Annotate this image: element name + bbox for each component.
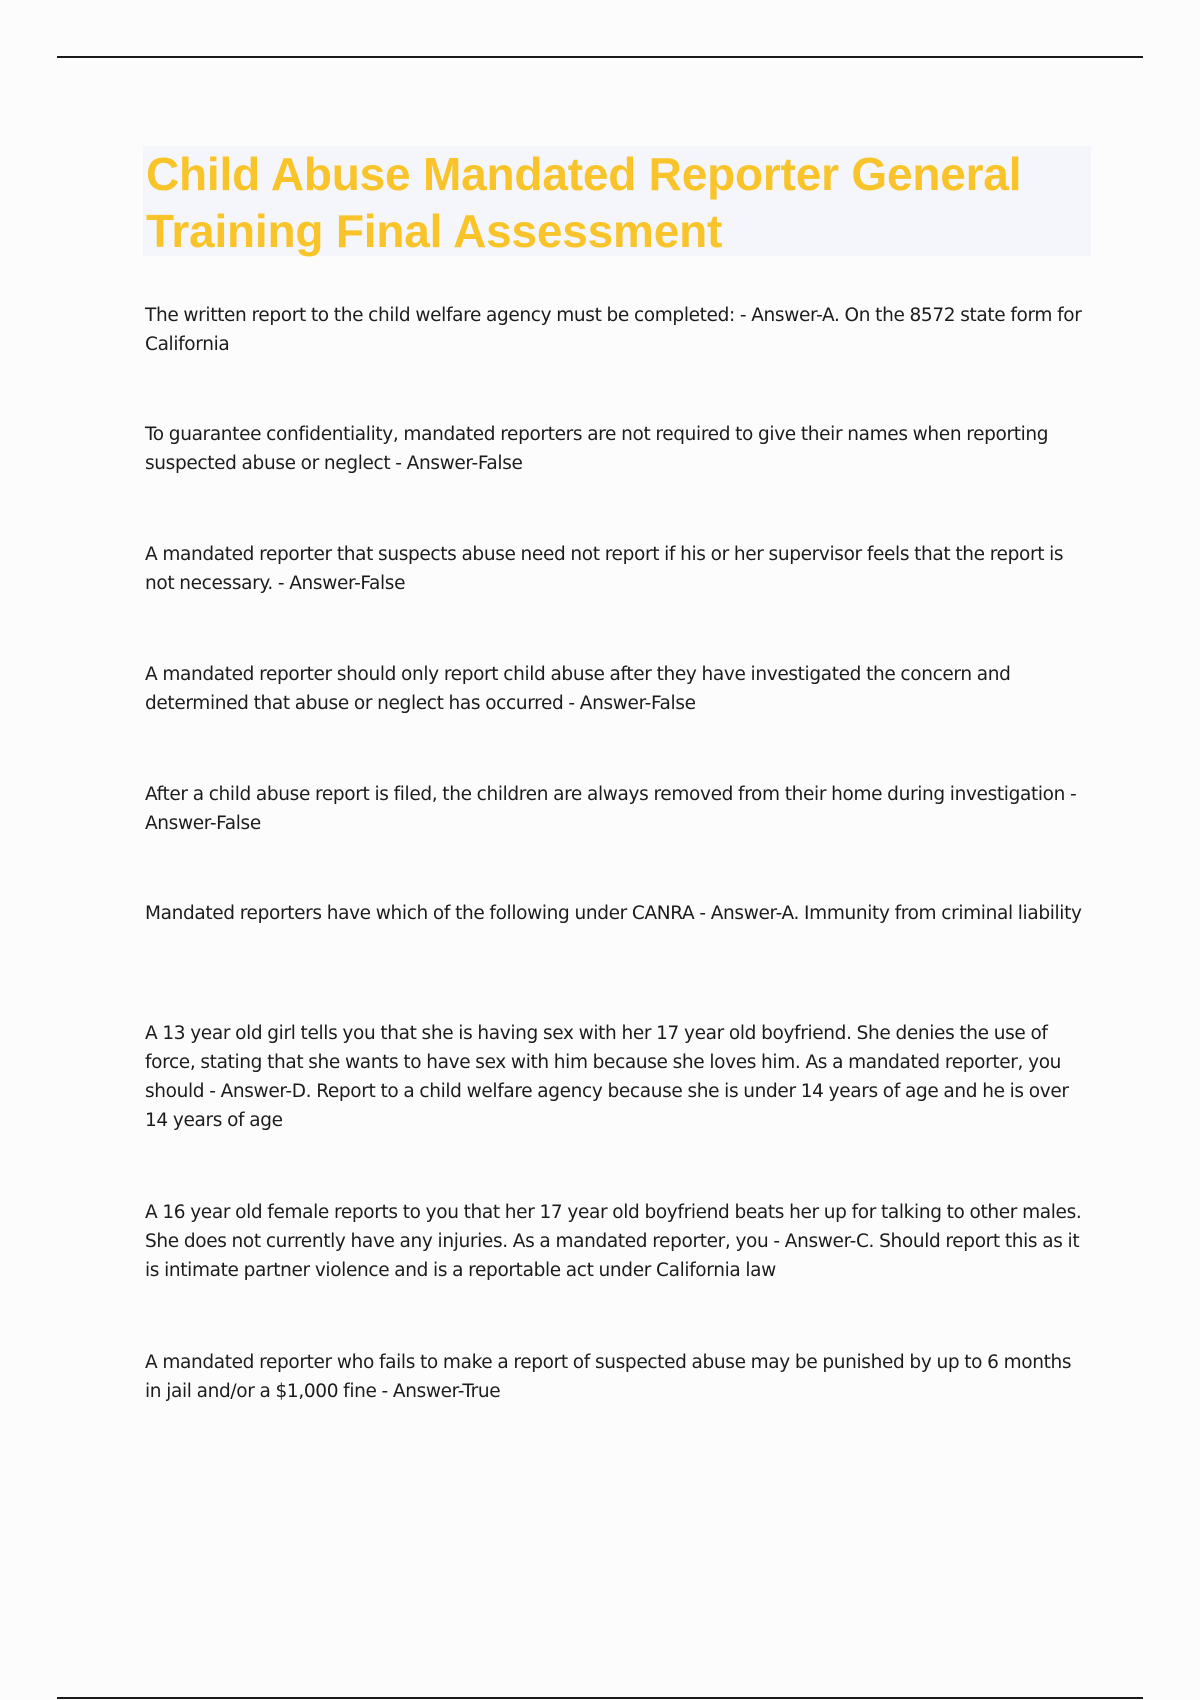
qa-item: Mandated reporters have which of the following under CANRA - Answer-A. Immunity from criminal liability <box>145 903 1082 924</box>
bottom-rule <box>57 1697 1143 1699</box>
qa-item: A mandated reporter who fails to make a report of suspected abuse may be punished by up to 6 months in jail and/or a $1,000 fine - Answer-True <box>145 1352 1072 1402</box>
document-title: Child Abuse Mandated Reporter General Training Final Assessment <box>146 148 1022 257</box>
qa-item: A 13 year old girl tells you that she is having sex with her 17 year old boyfriend. She denies the use of force, stating that she wants to have sex with him because she loves him. As a mandated reporter, you should - Answer-D. Report to a child welfare agency because she is under 14 years of age and he is over 14 years of age <box>145 1023 1069 1131</box>
qa-item: A mandated reporter should only report child abuse after they have investigated the concern and determined that abuse or neglect has occurred - Answer-False <box>145 664 1011 714</box>
qa-item: A 16 year old female reports to you that her 17 year old boyfriend beats her up for talking to other males. She does not currently have any injuries. As a mandated reporter, you - Answer-C. Should report this as it is intimate partner violence and is a reportable act under California law <box>145 1202 1082 1281</box>
qa-item: After a child abuse report is filed, the children are always removed from their home during investigation - Answer-False <box>145 784 1077 834</box>
qa-item: A mandated reporter that suspects abuse need not report if his or her supervisor feels that the report is not necessary. - Answer-False <box>145 544 1064 594</box>
top-rule <box>57 56 1143 58</box>
qa-item: To guarantee confidentiality, mandated reporters are not required to give their names when reporting suspected abuse or neglect - Answer-False <box>145 424 1049 474</box>
qa-item: The written report to the child welfare agency must be completed: - Answer-A. On the 8572 state form for California <box>145 305 1082 355</box>
